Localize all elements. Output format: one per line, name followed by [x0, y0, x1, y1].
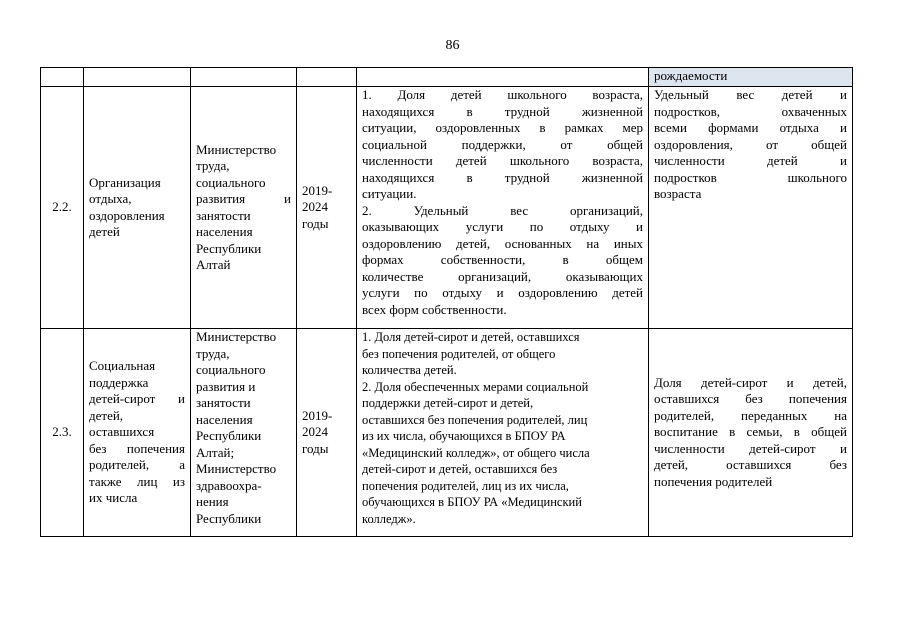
indicator-line: поддержки детей-сирот и детей,	[362, 396, 534, 410]
period-line: годы	[302, 215, 329, 231]
result-line: подростков, охваченных	[654, 103, 847, 119]
page-number: 86	[445, 38, 460, 53]
indicator-line: формах собственности, в общем	[362, 252, 643, 267]
period-line: годы	[302, 440, 329, 456]
indicator-line: количества детей.	[362, 363, 457, 377]
name-line: детей	[89, 224, 120, 239]
period-line: 2024	[302, 424, 328, 440]
indicator-line: без попечения родителей, от общего	[362, 346, 556, 361]
result-line: родителей, переданных на	[654, 407, 847, 423]
result-line: Доля детей-сирот и детей,	[654, 374, 847, 390]
result-line: численности детей и	[654, 153, 847, 168]
indicator-line: детей-сирот и детей, оставшихся без	[362, 462, 558, 476]
result-line: подростков школьного	[654, 169, 847, 185]
indicators	[357, 329, 649, 537]
indicator-line: из их числа, обучающихся в БПОУ РА	[362, 429, 566, 443]
period	[297, 329, 357, 537]
indicator-line: колледж».	[362, 511, 416, 526]
period	[297, 87, 357, 329]
executor-line: Министерство	[196, 141, 277, 157]
table-row	[41, 87, 853, 329]
indicator-line: 1. Доля детей-сирот и детей, оставшихся	[362, 330, 580, 344]
indicator-line: ситуации, оздоровленных в рамках мер	[362, 120, 643, 135]
name-line: оставшихся	[89, 424, 155, 440]
indicator-line: социальной поддержки, от общей	[362, 136, 643, 152]
row-number-text: 2.2.	[52, 199, 72, 215]
result-line: оставшихся без попечения	[654, 391, 847, 407]
result-line: оздоровления, от общей	[654, 136, 847, 152]
result-line: возраста	[654, 186, 702, 201]
indicator-line: находящихся в трудной жизненной	[362, 103, 643, 119]
indicator-line: количестве организаций, оказывающих	[362, 268, 643, 284]
program-table	[40, 67, 853, 537]
name-line: родителей, а	[89, 457, 185, 473]
executor-line: населения	[196, 411, 253, 427]
row-number	[41, 329, 84, 537]
cell-result-continuation	[649, 68, 853, 87]
name-line: оздоровления	[89, 207, 165, 223]
executor-line: нения	[196, 494, 229, 509]
cell-name	[84, 68, 191, 87]
executor-line: Министерство	[196, 329, 277, 344]
name-line: Организация	[89, 174, 161, 190]
executor	[191, 87, 297, 329]
indicator-line: «Медицинский колледж», от общего числа	[362, 445, 590, 460]
name-line: детей-сирот и	[89, 391, 185, 407]
indicator-line: 1. Доля детей школьного возраста,	[362, 87, 643, 102]
indicator-line: оказывающих услуги по отдыху и	[362, 219, 643, 234]
activity-name	[84, 329, 191, 537]
indicator-line: услуги по отдыху и оздоровлению детей	[362, 285, 643, 300]
name-line: Социальная	[89, 358, 156, 374]
executor-line: занятости	[196, 395, 251, 410]
result-line: всеми формами отдыха и	[654, 120, 847, 135]
indicator-line: ситуации.	[362, 186, 417, 201]
executor-line: населения	[196, 224, 253, 239]
table-row	[41, 329, 853, 537]
period-line: 2019-	[302, 182, 333, 198]
cell-indicators	[357, 68, 649, 87]
name-line: также лиц из	[89, 473, 185, 489]
expected-result	[649, 329, 853, 537]
activity-name	[84, 87, 191, 329]
result-line: воспитание в семьи, в общей	[654, 424, 847, 440]
row-number	[41, 87, 84, 329]
executor-line: здравоохра-	[196, 477, 262, 493]
indicator-line: численности детей школьного возраста,	[362, 153, 643, 168]
indicator-line: 2. Доля обеспеченных мерами социальной	[362, 379, 589, 394]
indicator-line: обучающихся в БПОУ РА «Медицинский	[362, 495, 582, 509]
indicators	[357, 87, 649, 329]
executor-line: социального	[196, 174, 266, 190]
executor-line: социального	[196, 362, 266, 377]
period-line: 2024	[302, 199, 328, 215]
indicator-line: оздоровлению детей, основанных на иных	[362, 235, 643, 251]
name-line: детей,	[89, 407, 124, 423]
period-line: 2019-	[302, 407, 333, 423]
result-line: детей, оставшихся без	[654, 457, 847, 473]
indicator-line: попечения родителей, лиц из их числа,	[362, 478, 569, 493]
executor-line: занятости	[196, 207, 251, 223]
executor-line: Республики	[196, 240, 262, 256]
executor-line: труда,	[196, 158, 230, 173]
indicator-line: 2. Удельный вес организаций,	[362, 202, 643, 218]
result-line: численности детей-сирот и	[654, 440, 847, 456]
table-row-continuation	[41, 68, 853, 87]
name-line: отдыха,	[89, 191, 132, 206]
cell-executor	[191, 68, 297, 87]
executor-line: Республики	[196, 428, 262, 443]
executor-line: труда,	[196, 345, 230, 361]
indicator-line: находящихся в трудной жизненной	[362, 169, 643, 185]
name-line: без попечения	[89, 440, 185, 456]
continuation-text: рождаемости	[654, 68, 728, 83]
indicator-line: всех форм собственности.	[362, 301, 507, 317]
indicator-line: оставшихся без попечения родителей, лиц	[362, 412, 588, 427]
executor-line: развития и	[196, 378, 256, 394]
cell-num	[41, 68, 84, 87]
executor-line: Алтай;	[196, 444, 235, 460]
name-line: их числа	[89, 490, 138, 506]
cell-period	[297, 68, 357, 87]
name-line: поддержка	[89, 374, 149, 390]
executor-line: развития и	[196, 191, 291, 206]
row-number-text: 2.3.	[52, 424, 72, 440]
executor-line: Министерство	[196, 461, 277, 476]
executor-line: Алтай	[196, 257, 231, 272]
result-line: Удельный вес детей и	[654, 87, 847, 102]
expected-result	[649, 87, 853, 329]
result-line: попечения родителей	[654, 473, 773, 489]
executor-line: Республики	[196, 510, 262, 526]
executor	[191, 329, 297, 537]
